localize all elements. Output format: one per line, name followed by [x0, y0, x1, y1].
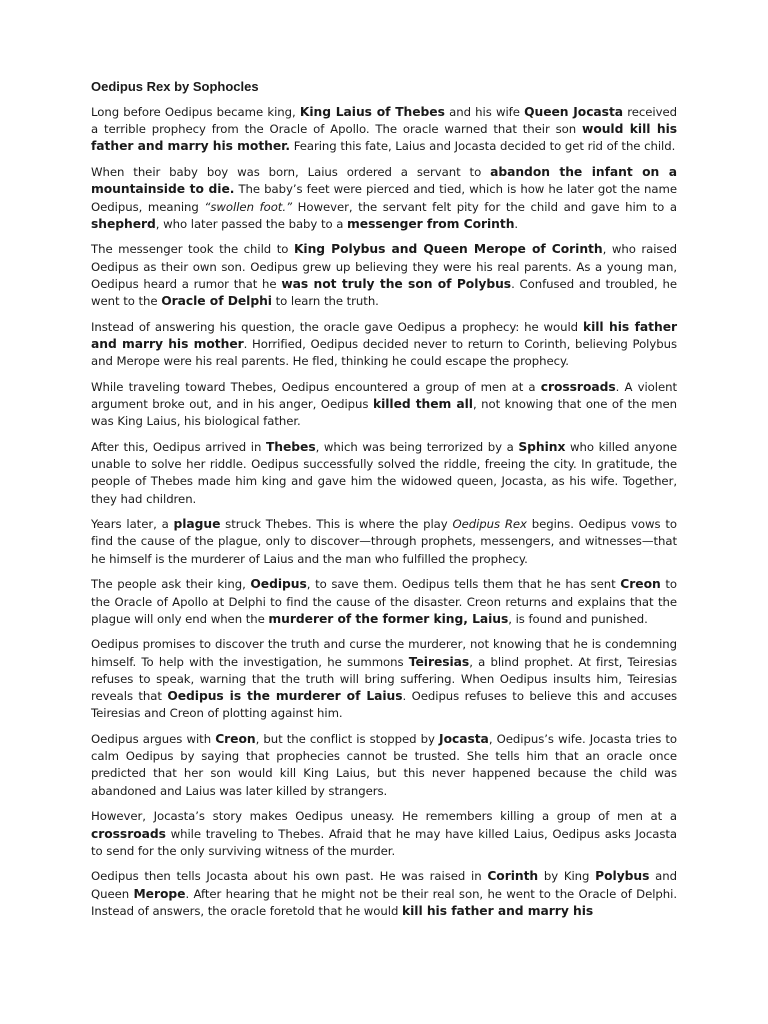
bold-text: shepherd [91, 216, 156, 231]
paragraph [91, 808, 677, 860]
bold-text: crossroads [91, 826, 166, 841]
text-run: , a blind prophet. At first, Teiresias refuses to speak, warning that the truth will bring suffering. When Oedipus insults him, Teiresias reveals that [91, 654, 677, 704]
bold-text: Teiresias [408, 654, 470, 669]
text-run: , to save them. Oedipus tells them that he has sent [306, 577, 621, 592]
text-run: by King [538, 869, 596, 884]
text-run: Oedipus then tells Jocasta about his own past. He was raised in [91, 869, 488, 884]
text-run: to the Oracle of Apollo at Delphi to find the cause of the disaster. Creon returns and explains that the plague will only end when the [91, 577, 677, 626]
paragraph [91, 379, 677, 431]
paragraph [91, 104, 677, 156]
text-run: , which was being terrorized by a [315, 439, 519, 454]
bold-text: kill his father and marry his mother [91, 319, 678, 351]
text-run: struck Thebes. This is where the play [220, 517, 453, 532]
bold-text: Queen Jocasta [524, 105, 624, 119]
text-run: The people ask their king, [91, 577, 251, 592]
text-run: begins. Oedipus vows to find the cause of the plague, only to discover—through prophets, messengers, and witnesses—that he himself is the murderer of Laius and the man who fulfilled the prophecy. [91, 517, 678, 566]
bold-text: crossroads [540, 379, 616, 394]
bold-text: Oedipus [250, 577, 307, 592]
text-run: . Horrified, Oedipus decided never to return to Corinth, believing Polybus and Merope were his real parents. He fled, thinking he could escape the prophecy. [91, 336, 678, 369]
text-run: , is found and punished. [508, 611, 648, 626]
bold-text: kill his father and marry his [402, 903, 594, 918]
text-run: When their baby boy was born, Laius ordered a servant to [91, 165, 491, 180]
text-run: After this, Oedipus arrived in [91, 439, 266, 454]
bold-text: Creon [620, 577, 661, 592]
paragraph [91, 731, 677, 800]
bold-text: Merope [133, 886, 186, 901]
paragraph [91, 576, 677, 628]
bold-text: Polybus [595, 869, 650, 884]
bold-text: killed them all [372, 397, 473, 412]
paragraph [91, 241, 677, 310]
bold-text: abandon the infant on a mountainside to die. [91, 165, 677, 197]
text-run: Years later, a [91, 517, 174, 532]
bold-text: King Laius of Thebes [299, 105, 445, 119]
text-run: Instead of answering his question, the oracle gave Oedipus a prophecy: he would [91, 319, 583, 334]
text-run: However, Jocasta’s story makes Oedipus uneasy. He remembers killing a group of men at a [91, 809, 677, 824]
paragraph [91, 868, 677, 920]
bold-text: was not truly the son of Polybus [281, 276, 512, 291]
text-run: The baby’s feet were pierced and tied, which is how he later got the name Oedipus, meaning [91, 182, 677, 214]
text-run: . Confused and troubled, he went to the [91, 276, 678, 309]
text-run: Oedipus promises to discover the truth and curse the murderer, not knowing that he is condemning himself. To help with the investigation, he summons [91, 637, 677, 669]
text-run: Fearing this fate, Laius and Jocasta decided to get rid of the child. [290, 139, 676, 154]
italic-text: “swollen foot.” [204, 199, 292, 214]
text-run: , who raised Oedipus as their own son. Oedipus grew up believing they were his real parents. As a young man, Oedipus heard a rumor that he [91, 242, 677, 291]
bold-text: King Polybus and Queen Merope of Corinth [293, 242, 603, 257]
bold-text: Jocasta [439, 732, 489, 746]
text-run: received a terrible prophecy from the Oracle of Apollo. The oracle warned that their son [91, 105, 677, 137]
bold-text: Corinth [487, 869, 539, 884]
bold-text: messenger from Corinth [347, 216, 515, 231]
text-run: , but the conflict is stopped by [255, 732, 440, 746]
text-run: . After hearing that he might not be their real son, he went to the Oracle of Delphi. Instead of answers, the oracle foretold that he would [91, 886, 678, 918]
text-run: Oedipus argues with [91, 732, 216, 746]
paragraph [91, 319, 677, 371]
paragraph [91, 636, 677, 722]
bold-text: Creon [215, 732, 256, 746]
paragraph [91, 516, 677, 568]
paragraph [91, 164, 677, 233]
text-run: , Oedipus’s wife. Jocasta tries to calm Oedipus by saying that prophecies cannot be trusted. She tells him that an oracle once predicted that her son would kill King Laius, but this never happened because the child was abandoned and Laius was later killed by strangers. [91, 732, 678, 798]
bold-text: would kill his father and marry his mother. [91, 122, 677, 154]
italic-text: Oedipus Rex [452, 517, 527, 532]
bold-text: Oedipus is the murderer of Laius [167, 689, 403, 704]
text-run: . Oedipus refuses to believe this and accuses Teiresias and Creon of plotting against him. [91, 689, 678, 721]
text-run: and Queen [91, 869, 677, 901]
document-body [91, 104, 677, 920]
text-run: , not knowing that one of the men was King Laius, his biological father. [91, 397, 677, 429]
text-run: Long before Oedipus became king, [91, 105, 300, 119]
bold-text: plague [173, 517, 221, 532]
text-run: The messenger took the child to [91, 242, 294, 257]
text-run: , who later passed the baby to a [155, 216, 348, 231]
bold-text: murderer of the former king, Laius [268, 611, 509, 626]
text-run: . A violent argument broke out, and in his anger, Oedipus [91, 379, 677, 412]
document-title: Oedipus Rex by Sophocles [91, 79, 259, 94]
text-run: While traveling toward Thebes, Oedipus encountered a group of men at a [91, 379, 541, 394]
text-run: However, the servant felt pity for the child and gave him to a [292, 199, 677, 214]
bold-text: Sphinx [518, 439, 566, 454]
bold-text: Oracle of Delphi [161, 294, 272, 309]
paragraph [91, 439, 677, 508]
text-run: who killed anyone unable to solve her riddle. Oedipus successfully solved the riddle, freeing the city. In gratitude, the people of Thebes made him king and gave him the widowed queen, Jocasta, as his wife. Together, they had children. [91, 439, 677, 506]
text-run: while traveling to Thebes. Afraid that he may have killed Laius, Oedipus asks Jocasta to send for the only surviving witness of the murder. [91, 826, 677, 858]
text-run: and his wife [444, 105, 525, 119]
text-run: to learn the truth. [271, 294, 379, 309]
bold-text: Thebes [265, 439, 316, 454]
text-run: . [514, 216, 519, 231]
